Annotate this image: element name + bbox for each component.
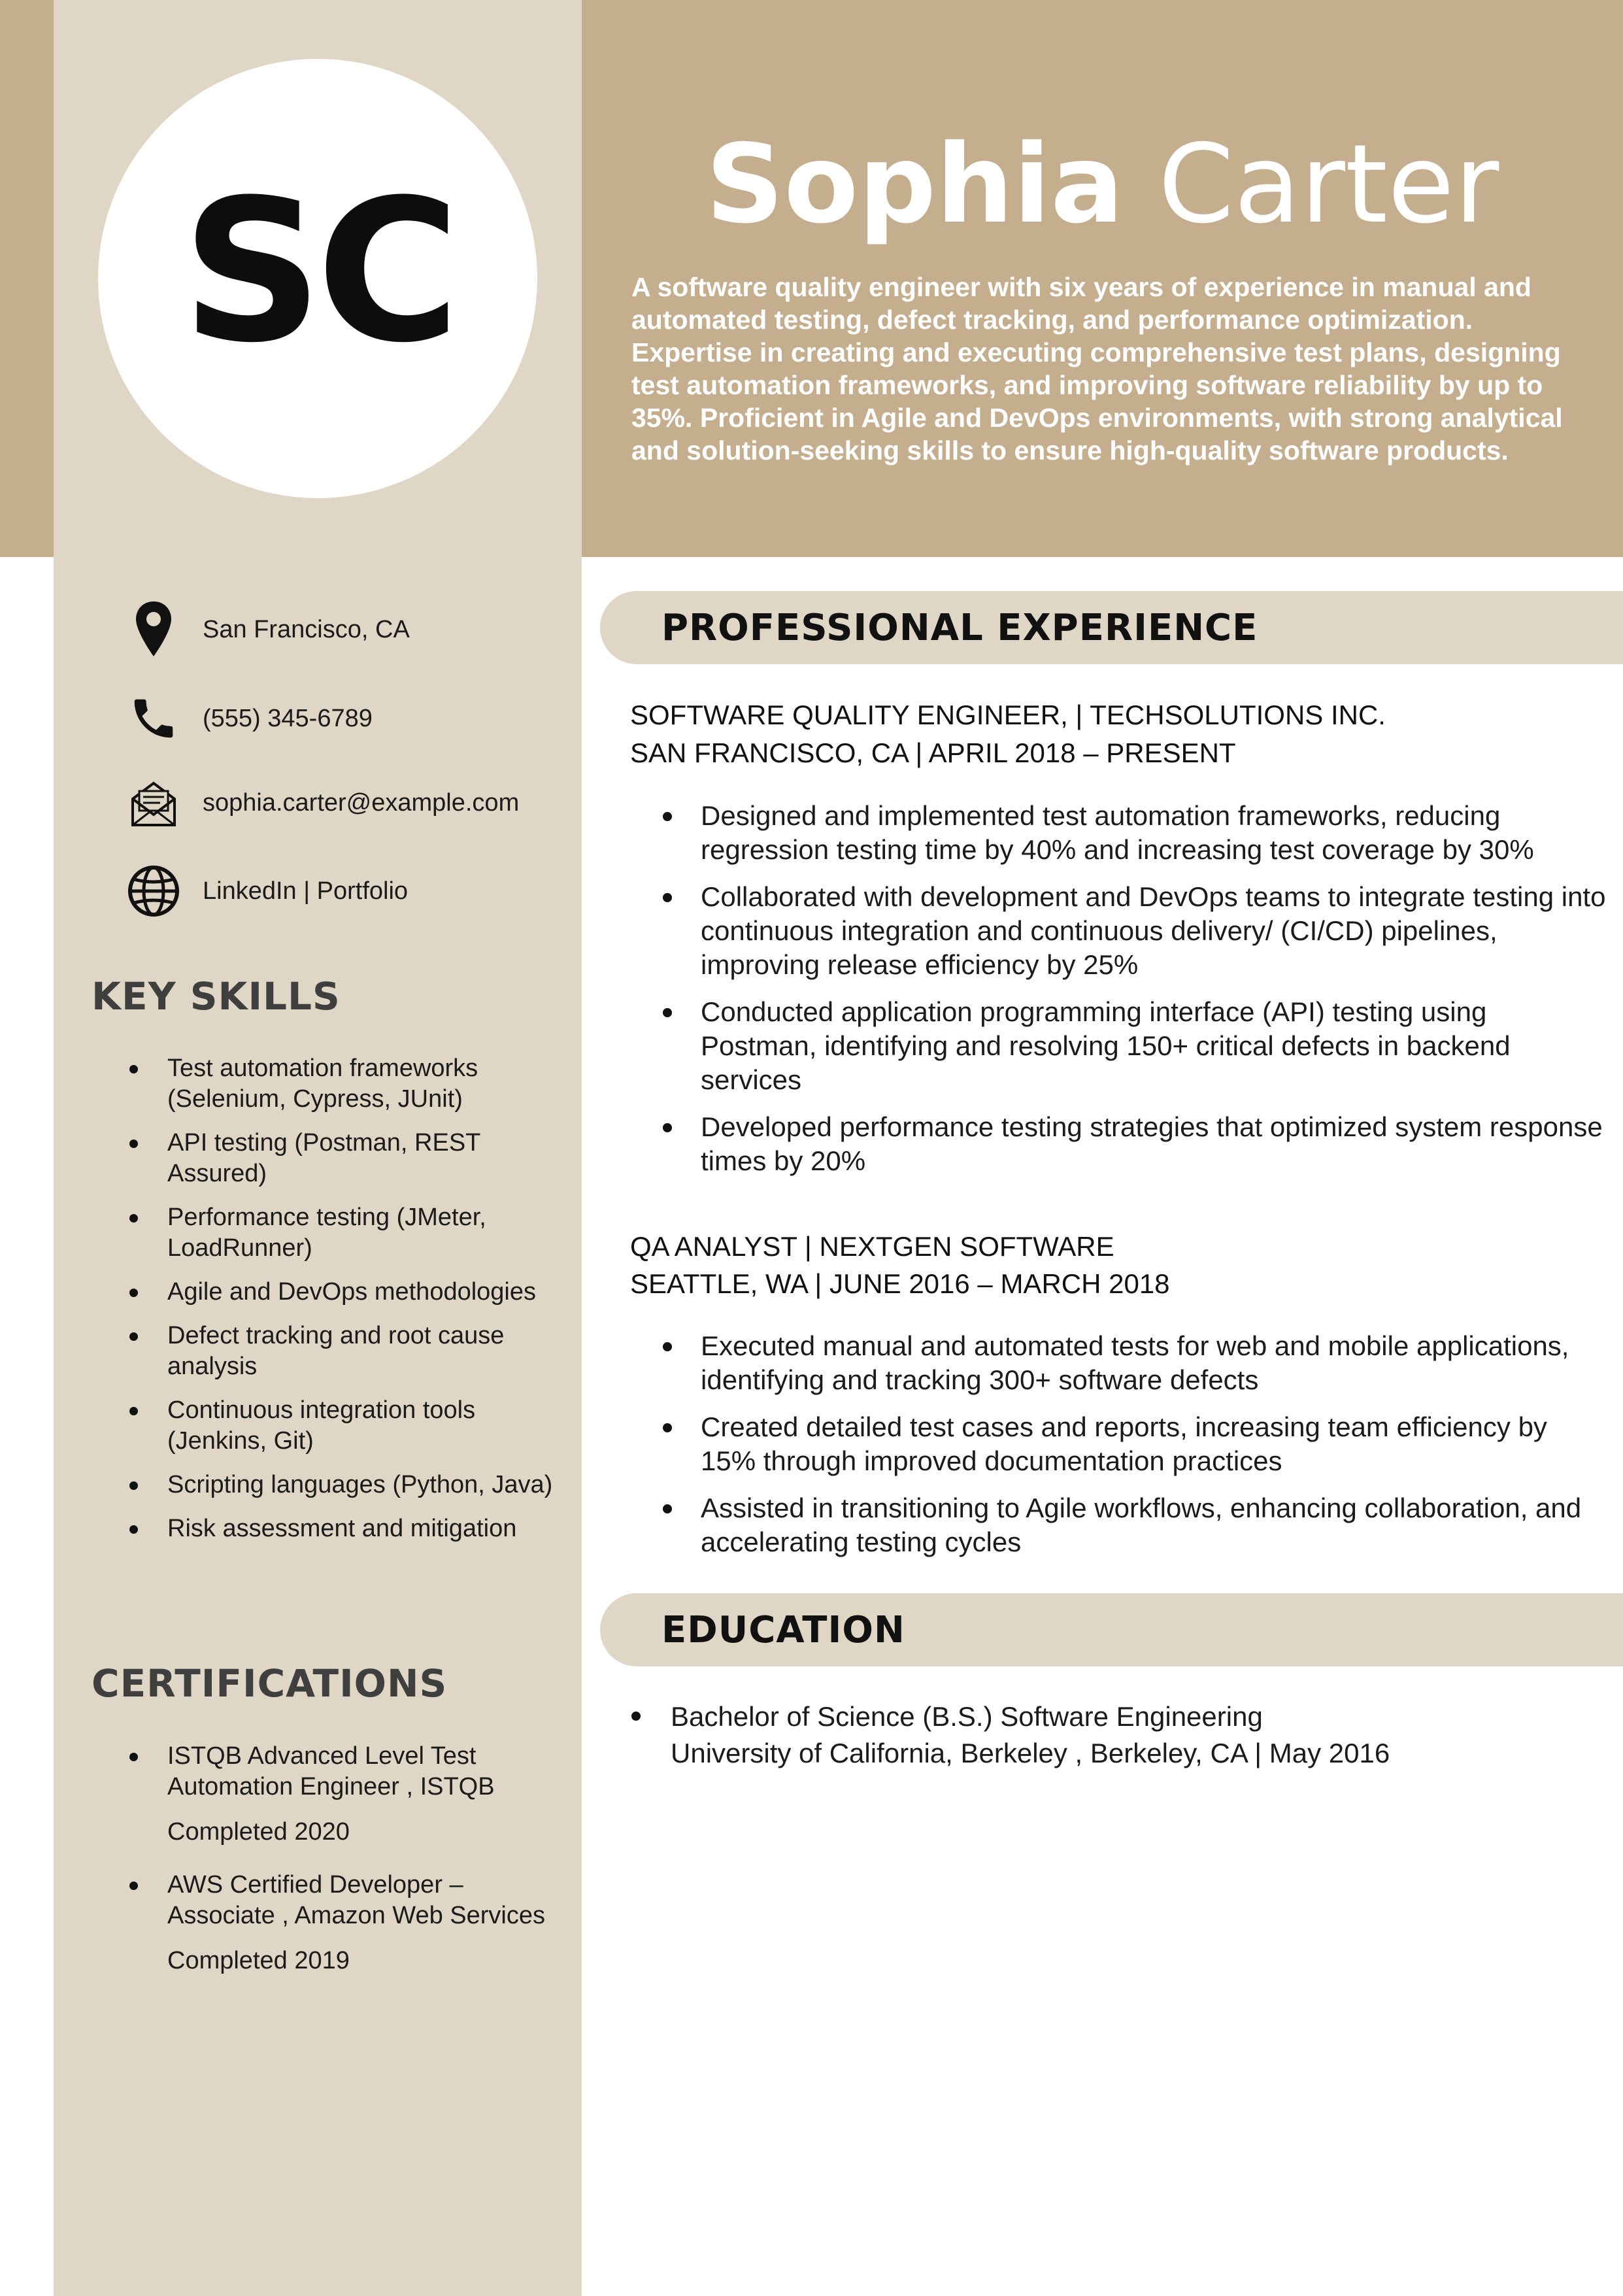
contact-phone xyxy=(124,689,569,748)
skill-item: Agile and DevOps methodologies xyxy=(118,1277,562,1308)
location-text: San Francisco, CA xyxy=(203,615,410,643)
skill-item: Continuous integration tools (Jenkins, Git) xyxy=(118,1395,562,1457)
experience-heading: PROFESSIONAL EXPERIENCE xyxy=(661,606,1258,649)
experience-section-header xyxy=(600,591,1623,664)
profile-summary: A software quality engineer with six years of experience in manual and automated testing, defect tracking, and performance optimization. Expertise in creating and executing comprehensive test plans, designing test automation frameworks, and improving software reliability by up to 35%. Proficient in Agile and DevOps environments, with strong analytical and solution-seeking skills to ensure high-quality software products. xyxy=(631,272,1563,465)
education-section-header xyxy=(600,1593,1623,1666)
certification-completed: Completed 2020 xyxy=(167,1818,350,1846)
certification-item xyxy=(118,1741,562,1848)
certification-item xyxy=(118,1870,562,1976)
skill-item: API testing (Postman, REST Assured) xyxy=(118,1128,562,1189)
skill-item: Risk assessment and mitigation xyxy=(118,1513,562,1544)
job-bullet: Conducted application programming interface (API) testing using Postman, identifying and resolving 150+ critical defects in backend services xyxy=(660,995,1608,1097)
certifications-list xyxy=(118,1741,562,1999)
education-list xyxy=(629,1698,1596,1772)
phone-text: (555) 345-6789 xyxy=(203,704,373,732)
monogram-initials: SC xyxy=(181,158,454,386)
certifications-heading: CERTIFICATIONS xyxy=(92,1661,448,1706)
envelope-icon xyxy=(124,773,183,832)
skill-item: Defect tracking and root cause analysis xyxy=(118,1321,562,1382)
degree-text: Bachelor of Science (B.S.) Software Engineering xyxy=(671,1701,1263,1732)
job-bullet: Designed and implemented test automation frameworks, reducing regression testing time by 40% and increasing test coverage by 30% xyxy=(660,799,1608,867)
job-bullet: Assisted in transitioning to Agile workflows, enhancing collaboration, and accelerating testing cycles xyxy=(660,1491,1608,1559)
education-item xyxy=(629,1698,1596,1772)
job-bullet: Collaborated with development and DevOps teams to integrate testing into continuous integration and continuous delivery/ (CI/CD) pipelines, improving release efficiency by 25% xyxy=(660,880,1608,982)
contact-location xyxy=(124,600,569,659)
skill-item: Scripting languages (Python, Java) xyxy=(118,1470,562,1500)
job-title: QA ANALYST | NEXTGEN SOFTWARE xyxy=(630,1231,1114,1262)
skills-list xyxy=(118,1053,562,1557)
job-bullet: Executed manual and automated tests for web and mobile applications, identifying and tracking 300+ software defects xyxy=(660,1329,1608,1397)
job-location-dates: SAN FRANCISCO, CA | APRIL 2018 – PRESENT xyxy=(630,737,1236,768)
school-text: University of California, Berkeley , Berkeley, CA | May 2016 xyxy=(671,1738,1390,1768)
job-bullets xyxy=(660,799,1608,1191)
phone-icon xyxy=(124,689,183,748)
links-text: LinkedIn | Portfolio xyxy=(203,877,409,905)
job-bullet: Created detailed test cases and reports, increasing team efficiency by 15% through improved documentation practices xyxy=(660,1410,1608,1478)
globe-icon xyxy=(124,862,183,920)
monogram-badge xyxy=(98,59,537,498)
job-title: SOFTWARE QUALITY ENGINEER, | TECHSOLUTIONS INC. xyxy=(630,700,1386,730)
contact-links xyxy=(124,862,569,920)
candidate-name xyxy=(582,122,1623,248)
education-heading: EDUCATION xyxy=(661,1608,905,1651)
first-name: Sophia xyxy=(705,122,1124,248)
skill-item: Performance testing (JMeter, LoadRunner) xyxy=(118,1202,562,1264)
job-location-dates: SEATTLE, WA | JUNE 2016 – MARCH 2018 xyxy=(630,1268,1170,1299)
skills-heading: KEY SKILLS xyxy=(92,974,341,1019)
certification-name: ISTQB Advanced Level Test Automation Engineer , ISTQB xyxy=(167,1742,495,1800)
job-bullets xyxy=(660,1329,1608,1572)
contact-email xyxy=(124,773,569,832)
last-name: Carter xyxy=(1158,122,1499,248)
email-text: sophia.carter@example.com xyxy=(203,788,520,817)
map-pin-icon xyxy=(124,600,183,659)
job-bullet: Developed performance testing strategies that optimized system response times by 20% xyxy=(660,1110,1608,1178)
certification-name: AWS Certified Developer – Associate , Amazon Web Services xyxy=(167,1871,545,1929)
skill-item: Test automation frameworks (Selenium, Cypress, JUnit) xyxy=(118,1053,562,1115)
certification-completed: Completed 2019 xyxy=(167,1947,350,1974)
